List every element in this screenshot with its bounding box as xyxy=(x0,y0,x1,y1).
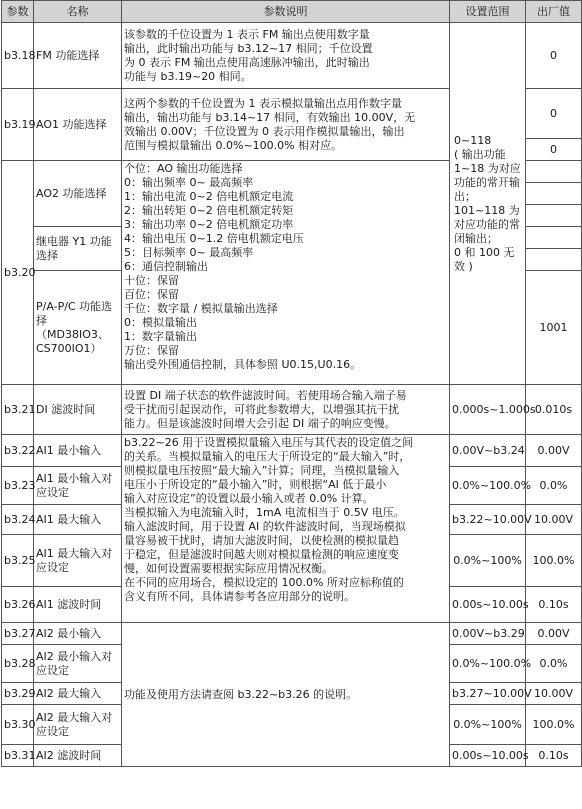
param-default: 0.10s xyxy=(526,587,582,623)
param-code: b3.22 xyxy=(2,435,34,467)
param-code: b3.23 xyxy=(2,467,34,505)
param-default: 10.00V xyxy=(526,505,582,535)
param-name: AI1 最大输入 xyxy=(34,505,122,535)
param-default: 0.0% xyxy=(526,645,582,683)
blank-cell xyxy=(526,161,582,183)
param-name: AI1 最小输入对应设定 xyxy=(34,467,122,505)
param-range: 0.000s~1.000s xyxy=(450,385,526,435)
blank-cell xyxy=(526,205,582,227)
param-code: b3.29 xyxy=(2,683,34,705)
param-default: 0 xyxy=(526,139,582,161)
param-range: 0.00s~10.00s xyxy=(450,745,526,767)
param-description: 该参数的千位设置为 1 表示 FM 输出点使用数字量 输出，此时输出功能与 b3.12~17 相同；千位设置 为 0 表示 FM 输出点使用高速脉冲输出，此时输出 功能与 b3.19~20 相同。 xyxy=(122,23,450,89)
table-row xyxy=(2,385,582,435)
param-code: b3.21 xyxy=(2,385,34,435)
param-default: 10.00V xyxy=(526,683,582,705)
param-code: b3.19 xyxy=(2,89,34,161)
param-name: FM 功能选择 xyxy=(34,23,122,89)
param-code: b3.30 xyxy=(2,705,34,745)
param-code: b3.27 xyxy=(2,623,34,645)
param-name: AI2 最大输入对应设定 xyxy=(34,705,122,745)
param-name-ao2: AO2 功能选择 xyxy=(34,161,122,227)
header-param: 参数 xyxy=(2,1,34,23)
param-name: AI2 滤波时间 xyxy=(34,745,122,767)
param-default: 1001 xyxy=(526,271,582,385)
param-range: 0.00V~b3.24 xyxy=(450,435,526,467)
param-name: AI2 最大输入 xyxy=(34,683,122,705)
param-default: 0.10s xyxy=(526,745,582,767)
param-name: AI2 最小输入对应设定 xyxy=(34,645,122,683)
param-range: 0.0%~100% xyxy=(450,535,526,587)
param-name: AO1 功能选择 xyxy=(34,89,122,161)
param-range: b3.27~10.00V xyxy=(450,683,526,705)
table-row xyxy=(2,23,582,89)
param-description: 设置 DI 端子状态的软件滤波时间。若使用场合输入端子易 受干扰而引起误动作，可将此参数增大，以增强其抗干扰 能力。但是该滤波时间增大会引起 DI 端子的响应变慢。 xyxy=(122,385,450,435)
param-description: 个位：AO 输出功能选择 0：输出频率 0~ 最高频率 1：输出电流 0~2 倍电机额定电流 2：输出转矩 0~2 倍电机额定转矩 3：输出功率 0~2 倍电机额定功率 4：输出电压 0~1.2 倍电机额定电压 5：目标频率 0~ 最高频率 6：通信控制输出 十位：保留 百位：保留 千位：数字量 / 模拟量输出选择 0：模拟量输出 1：数字量输出 万位：保留 输出受外围通信控制，具体参照 U0.15,U0.16。 xyxy=(122,161,450,385)
param-range: 0.00V~b3.29 xyxy=(450,623,526,645)
param-name: AI2 最小输入 xyxy=(34,623,122,645)
param-range: 0.0%~100.0% xyxy=(450,645,526,683)
table-row xyxy=(2,435,582,467)
table-row xyxy=(2,623,582,645)
param-name-relay: 继电器 Y1 功能选择 xyxy=(34,227,122,271)
header-name: 名称 xyxy=(34,1,122,23)
param-name-pa: P/A-P/C 功能选择（MD38IO3、CS700IO1） xyxy=(34,271,122,385)
param-default: 0 xyxy=(526,89,582,139)
param-code: b3.25 xyxy=(2,535,34,587)
param-range: 0.0%~100% xyxy=(450,705,526,745)
param-code: b3.24 xyxy=(2,505,34,535)
blank-cell xyxy=(526,183,582,205)
param-default: 0.00V xyxy=(526,623,582,645)
param-range: 0.00s~10.00s xyxy=(450,587,526,623)
blank-cell xyxy=(526,249,582,271)
param-code: b3.28 xyxy=(2,645,34,683)
shared-range: 0~118 ( 输出功能 1~18 为对应功能的常开输出； 101~118 为对应功能的常闭输出； 0 和 100 无效 ) xyxy=(450,23,526,385)
blank-cell xyxy=(526,227,582,249)
param-default: 0.0% xyxy=(526,467,582,505)
param-name: AI1 最大输入对应设定 xyxy=(34,535,122,587)
param-default: 100.0% xyxy=(526,705,582,745)
param-description: 这两个参数的千位设置为 1 表示模拟量输出点用作数字量 输出，输出功能与 b3.14~17 相同，有效输出 10.00V，无 效输出 0.00V；千位设置为 0 表示用作模拟量输出，输出 范围与模拟量输出 0.0%~100.0% 相对应。 xyxy=(122,89,450,161)
param-name: AI1 最小输入 xyxy=(34,435,122,467)
param-code: b3.31 xyxy=(2,745,34,767)
param-range: b3.22~10.00V xyxy=(450,505,526,535)
param-description: 功能及使用方法请查阅 b3.22~b3.26 的说明。 xyxy=(122,623,450,767)
param-default: 0 xyxy=(526,23,582,89)
header-default: 出厂值 xyxy=(526,1,582,23)
param-default: 100.0% xyxy=(526,535,582,587)
param-code: b3.18 xyxy=(2,23,34,89)
parameter-table xyxy=(1,0,582,767)
param-range: 0.0%~100.0% xyxy=(450,467,526,505)
header-range: 设置范围 xyxy=(450,1,526,23)
param-code: b3.20 xyxy=(2,161,34,385)
param-description: b3.22~26 用于设置模拟量输入电压与其代表的设定值之间 的关系。当模拟量输入的电压大于所设定的“最大输入”时， 则模拟量电压按照“最大输入”计算；同理，当模拟量输入 电压小于所设定的“最小输入”时，则根据“AI 低于最小 输入对应设定”的设置以最小输入或者 0.0% 计算。 当模拟输入为电流输入时，1mA 电流相当于 0.5V 电压。 输入滤波时间，用于设置 AI 的软件滤波时间，当现场模拟 量容易被干扰时，请加大滤波时间，以使检测的模拟量趋 于稳定，但是滤波时间越大则对模拟量检测的响应速度变 慢，如何设置需要根据实际应用情况权衡。 在不同的应用场合，模拟设定的 100.0% 所对应标称值的 含义有所不同，具体请参考各应用部分的说明。 xyxy=(122,435,450,623)
header-description: 参数说明 xyxy=(122,1,450,23)
param-name: DI 滤波时间 xyxy=(34,385,122,435)
param-name: AI1 滤波时间 xyxy=(34,587,122,623)
table-header-row xyxy=(2,1,582,23)
param-code: b3.26 xyxy=(2,587,34,623)
param-default: 0.010s xyxy=(526,385,582,435)
param-default: 0.00V xyxy=(526,435,582,467)
